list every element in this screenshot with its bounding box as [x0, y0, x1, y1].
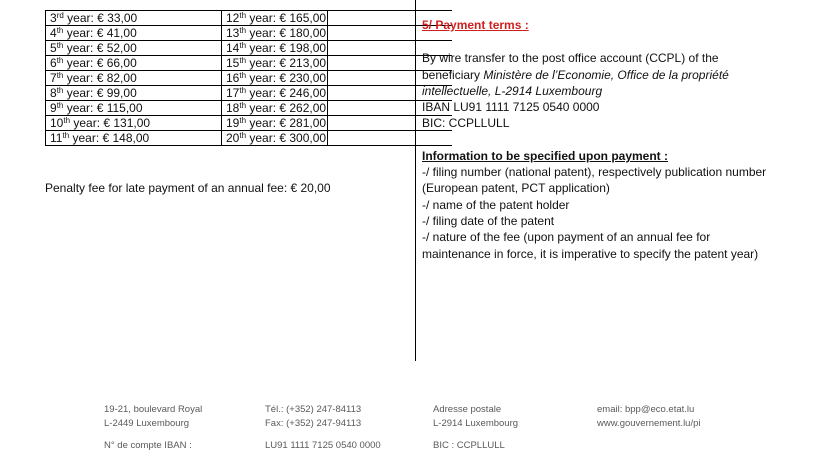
table-row [46, 116, 453, 131]
fee-amount: year: € 230,00 [246, 71, 327, 85]
year-number: 14 [226, 41, 240, 55]
ordinal-suffix: th [56, 41, 64, 50]
fee-amount: year: € 131,00 [70, 116, 151, 130]
table-row [46, 131, 453, 146]
fee-cell [222, 41, 328, 56]
fee-cell [222, 11, 328, 26]
year-number: 4 [50, 26, 57, 40]
beneficiary-name: Ministère de l’Economie, Office de la propriété [483, 67, 729, 82]
spacer [104, 431, 202, 439]
fee-amount: year: € 99,00 [63, 86, 137, 100]
footer-account-number: LU91 1111 7125 0540 0000 [265, 440, 381, 451]
year-number: 7 [50, 71, 57, 85]
ordinal-suffix: th [239, 11, 247, 20]
payment-info-title: Information to be specified upon payment : [422, 148, 669, 163]
fee-amount: year: € 165,00 [246, 11, 327, 25]
footer-contact [265, 403, 381, 453]
fee-amount: year: € 115,00 [63, 101, 143, 115]
fee-cell [46, 41, 222, 56]
ordinal-suffix: th [239, 26, 247, 35]
year-number: 13 [226, 26, 240, 40]
year-number: 16 [226, 71, 240, 85]
fee-cell [46, 116, 222, 131]
fee-cell [222, 86, 328, 101]
column-divider [415, 0, 416, 361]
fee-amount: year: € 198,00 [246, 41, 327, 55]
annual-fee-table [45, 10, 452, 146]
fee-amount: year: € 213,00 [246, 56, 327, 70]
footer-street: 19-21, boulevard Royal [104, 404, 203, 415]
payment-info-line: -/ name of the patent holder [422, 197, 570, 212]
footer-phone: Tél.: (+352) 247-84113 [265, 404, 362, 415]
ordinal-suffix: th [239, 116, 247, 125]
fee-cell [222, 131, 328, 146]
fee-amount: year: € 33,00 [63, 11, 138, 25]
fee-cell [46, 56, 222, 71]
table-row [46, 56, 453, 71]
ordinal-suffix: th [56, 86, 64, 95]
payment-info-line: -/ filing number (national patent), respectively publication number [422, 165, 767, 180]
fee-amount: year: € 246,00 [246, 86, 327, 100]
fee-cell [222, 26, 328, 41]
fee-amount: year: € 148,00 [69, 131, 150, 145]
ordinal-suffix: th [56, 101, 64, 110]
ordinal-suffix: th [239, 86, 247, 95]
fee-cell [46, 131, 222, 146]
wire-transfer-line-3 [422, 83, 812, 99]
year-number: 19 [226, 116, 240, 130]
year-number: 9 [50, 101, 57, 115]
fee-amount: year: € 66,00 [63, 56, 137, 70]
footer-fax: Fax: (+352) 247-94113 [265, 418, 362, 429]
year-number: 20 [226, 131, 240, 145]
spacer [265, 431, 381, 439]
fee-cell [222, 116, 328, 131]
ordinal-suffix: th [239, 131, 247, 140]
year-number: 11 [50, 131, 63, 145]
fee-amount: year: € 82,00 [63, 71, 137, 85]
fee-amount: year: € 262,00 [246, 101, 327, 115]
year-number: 10 [50, 116, 64, 130]
fee-amount: year: € 41,00 [63, 26, 137, 40]
table-row [46, 41, 453, 56]
ordinal-suffix: th [56, 71, 64, 80]
spacer [422, 33, 812, 50]
payment-terms-title: 5/ Payment terms : [422, 18, 529, 32]
year-number: 18 [226, 101, 240, 115]
penalty-fee-text: Penalty fee for late payment of an annual fee: € 20,00 [45, 181, 331, 195]
beneficiary-address: intellectuelle, L-2914 Luxembourg [422, 83, 603, 98]
footer-email[interactable]: email: bpp@eco.etat.lu [597, 404, 695, 415]
fee-cell [46, 11, 222, 26]
year-number: 15 [226, 56, 240, 70]
fee-amount: year: € 281,00 [246, 116, 327, 130]
spacer [422, 132, 812, 148]
iban-text: IBAN LU91 1111 7125 0540 0000 [422, 100, 600, 115]
footer-postal-label: Adresse postale [433, 404, 502, 415]
ordinal-suffix: rd [56, 11, 64, 20]
payment-info-line: -/ nature of the fee (upon payment of an annual fee for [422, 230, 711, 245]
fee-cell [46, 86, 222, 101]
fee-amount: year: € 52,00 [63, 41, 137, 55]
ordinal-suffix: th [63, 116, 71, 125]
year-number: 5 [50, 41, 57, 55]
fee-cell [222, 101, 328, 116]
footer-city: L-2449 Luxembourg [104, 418, 190, 429]
fee-amount: year: € 180,00 [246, 26, 327, 40]
payment-info-line: -/ filing date of the patent [422, 213, 555, 228]
ordinal-suffix: th [56, 56, 64, 65]
beneficiary-prefix: beneficiary [422, 67, 484, 82]
year-number: 8 [50, 86, 57, 100]
fee-cell [222, 71, 328, 86]
bic-text: BIC: CCPLLULL [422, 116, 510, 131]
table-row [46, 26, 453, 41]
fee-cell [46, 71, 222, 86]
fee-cell [222, 56, 328, 71]
footer-postal [433, 403, 518, 453]
table-row [46, 101, 453, 116]
footer-online [597, 403, 701, 431]
spacer [433, 431, 518, 439]
payment-info-line: (European patent, PCT application) [422, 181, 610, 196]
footer-website-link[interactable]: www.gouvernement.lu/pi [597, 418, 701, 429]
footer-address [104, 403, 202, 453]
year-number: 17 [226, 86, 240, 100]
footer-account-label: N° de compte IBAN : [104, 440, 192, 451]
ordinal-suffix: th [62, 131, 70, 140]
annual-fee-table-body [46, 11, 453, 146]
table-row [46, 71, 453, 86]
wire-transfer-line-2 [422, 67, 812, 83]
wire-transfer-line-1: By wire transfer to the post office account (CCPL) of the [422, 51, 719, 66]
year-number: 3 [50, 11, 57, 25]
table-row [46, 11, 453, 26]
payment-section [422, 17, 812, 262]
footer-bic: BIC : CCPLLULL [433, 440, 505, 451]
fee-amount: year: € 300,00 [246, 131, 327, 145]
fee-cell [46, 101, 222, 116]
footer-postal-city: L-2914 Luxembourg [433, 418, 519, 429]
table-row [46, 86, 453, 101]
ordinal-suffix: th [239, 41, 247, 50]
year-number: 12 [226, 11, 240, 25]
ordinal-suffix: th [56, 26, 64, 35]
fee-cell [46, 26, 222, 41]
ordinal-suffix: th [239, 101, 247, 110]
payment-info-line: maintenance in force, it is imperative to specify the patent year) [422, 246, 759, 261]
ordinal-suffix: th [239, 71, 247, 80]
ordinal-suffix: th [239, 56, 247, 65]
year-number: 6 [50, 56, 57, 70]
